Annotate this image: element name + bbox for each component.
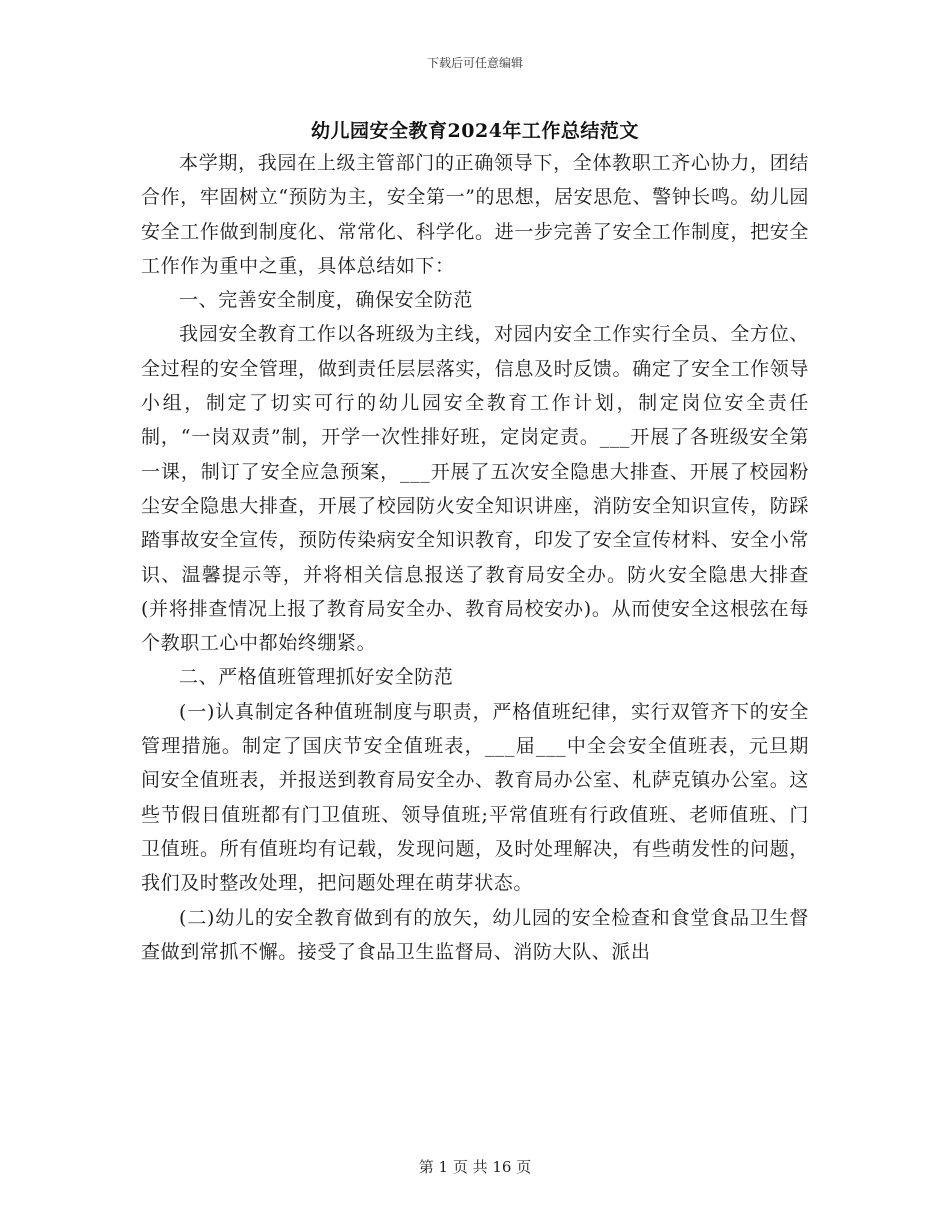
paragraph-intro: 本学期，我园在上级主管部门的正确领导下，全体教职工齐心协力，团结合作，牢固树立“预防为主，安全第一”的思想，居安思危、警钟长鸣。幼儿园安全工作做到制度化、常常化、科学化。进一步完善了安全工作制度，把安全工作作为重中之重，具体总结如下： xyxy=(141,152,809,277)
section-heading-2: 二、严格值班管理抓好安全防范 xyxy=(179,666,454,689)
document-body xyxy=(141,146,809,969)
page-number-footer: 第 1 页 共 16 页 xyxy=(418,1158,532,1176)
document-title: 幼儿园安全教育2024年工作总结范文 xyxy=(311,120,639,142)
header-note: 下载后可任意编辑 xyxy=(426,56,523,70)
paragraph-section-2-part-1: (一)认真制定各种值班制度与职责，严格值班纪律，实行双管齐下的安全管理措施。制定了国庆节安全值班表，___届___中全会安全值班表，元旦期间安全值班表，并报送到教育局安全办、教育局办公室、札萨克镇办公室。这些节假日值班都有门卫值班、领导值班;平常值班有行政值班、老师值班、门卫值班。所有值班均有记载，发现问题，及时处理解决，有些萌发性的问题，我们及时整改处理，把问题处理在萌芽状态。 xyxy=(141,700,809,895)
paragraph-section-1: 我园安全教育工作以各班级为主线，对园内安全工作实行全员、全方位、全过程的安全管理，做到责任层层落实，信息及时反馈。确定了安全工作领导小组，制定了切实可行的幼儿园安全教育工作计划，制定岗位安全责任制，“一岗双责”制，开学一次性排好班，定岗定责。___开展了各班级安全第一课，制订了安全应急预案，___开展了五次安全隐患大排查、开展了校园粉尘安全隐患大排查，开展了校园防火安全知识讲座，消防安全知识宣传，防踩踏事故安全宣传，预防传染病安全知识教育，印发了安全宣传材料、安全小常识、温馨提示等，并将相关信息报送了教育局安全办。防火安全隐患大排查(并将排查情况上报了教育局安全办、教育局校安办)。从而使安全这根弦在每个教职工心中都始终绷紧。 xyxy=(141,323,809,655)
paragraph-section-2-part-2: (二)幼儿的安全教育做到有的放矢，幼儿园的安全检查和食堂食品卫生督查做到常抓不懈。接受了食品卫生监督局、消防大队、派出 xyxy=(141,906,809,963)
section-heading-1: 一、完善安全制度，确保安全防范 xyxy=(179,289,474,312)
